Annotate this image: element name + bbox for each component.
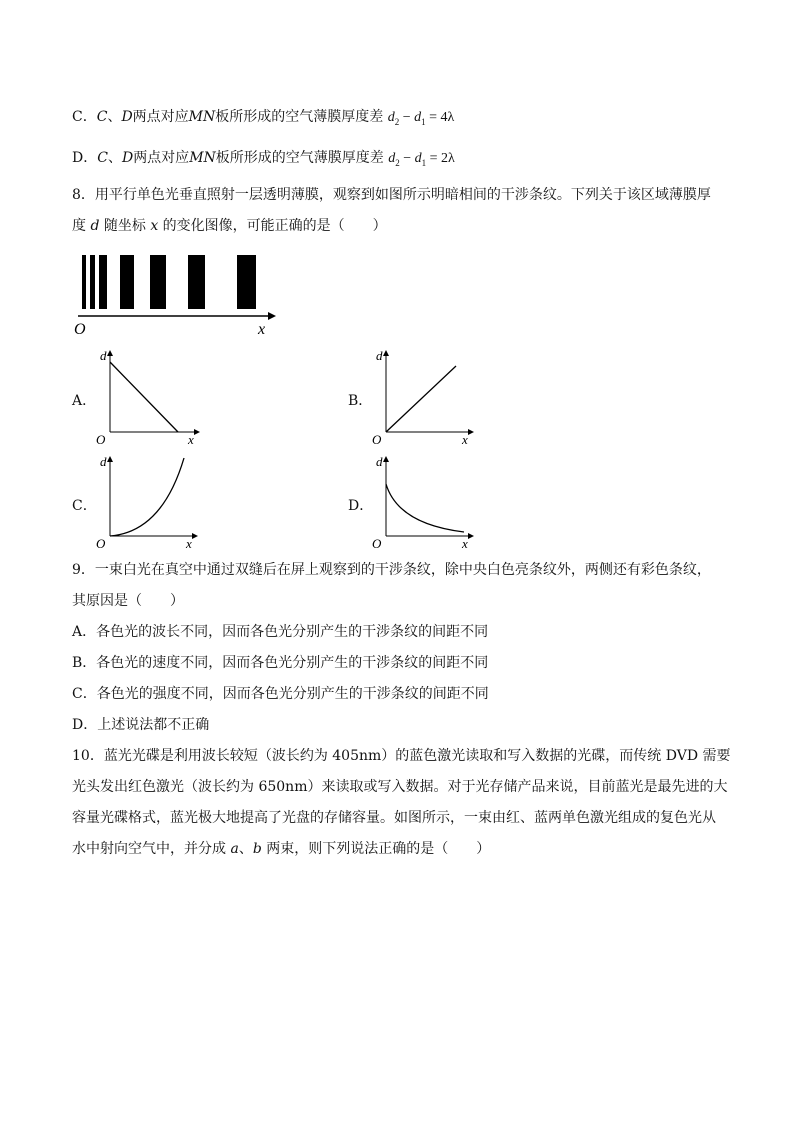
svg-text:O: O xyxy=(372,536,382,551)
q10-stem-line2: 光头发出红色激光（波长约为 650nm）来读取或写入数据。对于光存储产品来说，目前蓝光是最先进的大 xyxy=(72,779,728,795)
q8-stem-line2: 度 d 随坐标 x 的变化图像，可能正确的是（ ） xyxy=(72,218,387,234)
fringe-bar-6 xyxy=(188,255,205,309)
q8-graph-d[interactable] xyxy=(368,452,478,552)
graph-c-curve xyxy=(110,458,184,536)
svg-text:O: O xyxy=(96,432,106,446)
graph-a-curve xyxy=(110,362,178,432)
q7-d-equation: $d_2 - d_1 = 2\lambda$ xyxy=(388,151,455,168)
q9-stem-line2: 其原因是（ ） xyxy=(72,593,184,609)
svg-text:d: d xyxy=(376,348,383,363)
q10-stem-line4: 水中射向空气中，并分成 a、b 两束，则下列说法正确的是（ ） xyxy=(72,841,491,857)
q8-stem-line1: 8．用平行单色光垂直照射一层透明薄膜，观察到如图所示明暗相间的干涉条纹。下列关于该区域薄膜厚 xyxy=(72,187,711,203)
svg-text:x: x xyxy=(186,536,192,551)
q9-stem-line1: 9．一束白光在真空中通过双缝后在屏上观察到的干涉条纹，除中央白色亮条纹外，两侧还有彩色条纹， xyxy=(72,562,711,578)
q7-option-c[interactable]: C．C、D两点对应MN板所形成的空气薄膜厚度差 $d_2 - d_1 = 4\lambda$ xyxy=(72,109,455,127)
graph-d-curve xyxy=(386,484,464,532)
q8-option-d-label[interactable]: D． xyxy=(348,498,374,514)
svg-text:x: x xyxy=(462,536,468,551)
fringe-bar-4 xyxy=(120,255,134,309)
q8-option-c-label[interactable]: C． xyxy=(72,498,97,514)
q8-graph-a[interactable] xyxy=(92,346,202,446)
q8-graph-b[interactable] xyxy=(368,346,478,446)
q7-option-d[interactable]: D．C、D两点对应MN板所形成的空气薄膜厚度差 $d_2 - d_1 = 2\lambda$ xyxy=(72,150,455,168)
q8-option-a-label[interactable]: A． xyxy=(72,393,97,409)
svg-text:x: x xyxy=(188,432,194,446)
svg-text:d: d xyxy=(100,348,107,363)
svg-text:d: d xyxy=(376,454,383,469)
svg-text:O: O xyxy=(96,536,106,551)
q10-stem-line3: 容量光碟格式，蓝光极大地提高了光盘的存储容量。如图所示，一束由红、蓝两单色激光组成的复色光从 xyxy=(72,810,716,826)
q9-option-a[interactable]: A．各色光的波长不同，因而各色光分别产生的干涉条纹的间距不同 xyxy=(72,624,489,640)
fringe-origin-label: O xyxy=(74,321,86,338)
fringe-bar-7 xyxy=(237,255,256,309)
svg-text:x: x xyxy=(462,432,468,446)
q9-option-d[interactable]: D．上述说法都不正确 xyxy=(72,717,210,733)
q7-c-equation: $d_2 - d_1 = 4\lambda$ xyxy=(387,110,455,127)
svg-text:d: d xyxy=(100,454,107,469)
graph-b-curve xyxy=(386,366,456,432)
fringe-bar-1 xyxy=(82,255,86,309)
fringe-bar-2 xyxy=(90,255,95,309)
q9-option-b[interactable]: B．各色光的速度不同，因而各色光分别产生的干涉条纹的间距不同 xyxy=(72,655,489,671)
fringe-bar-3 xyxy=(99,255,107,309)
q10-stem-line1: 10．蓝光光碟是利用波长较短（波长约为 405nm）的蓝色激光读取和写入数据的光碟，而传统 DVD 需要 xyxy=(72,748,731,764)
q8-graph-c[interactable] xyxy=(92,452,202,552)
fringe-bar-5 xyxy=(150,255,166,309)
fringe-axis-arrow xyxy=(268,312,276,320)
q9-option-c[interactable]: C．各色光的强度不同，因而各色光分别产生的干涉条纹的间距不同 xyxy=(72,686,489,702)
svg-text:O: O xyxy=(372,432,382,446)
fringe-x-label: x xyxy=(258,321,266,338)
q8-option-b-label[interactable]: B． xyxy=(348,393,373,409)
q8-fringe-figure xyxy=(72,250,282,342)
